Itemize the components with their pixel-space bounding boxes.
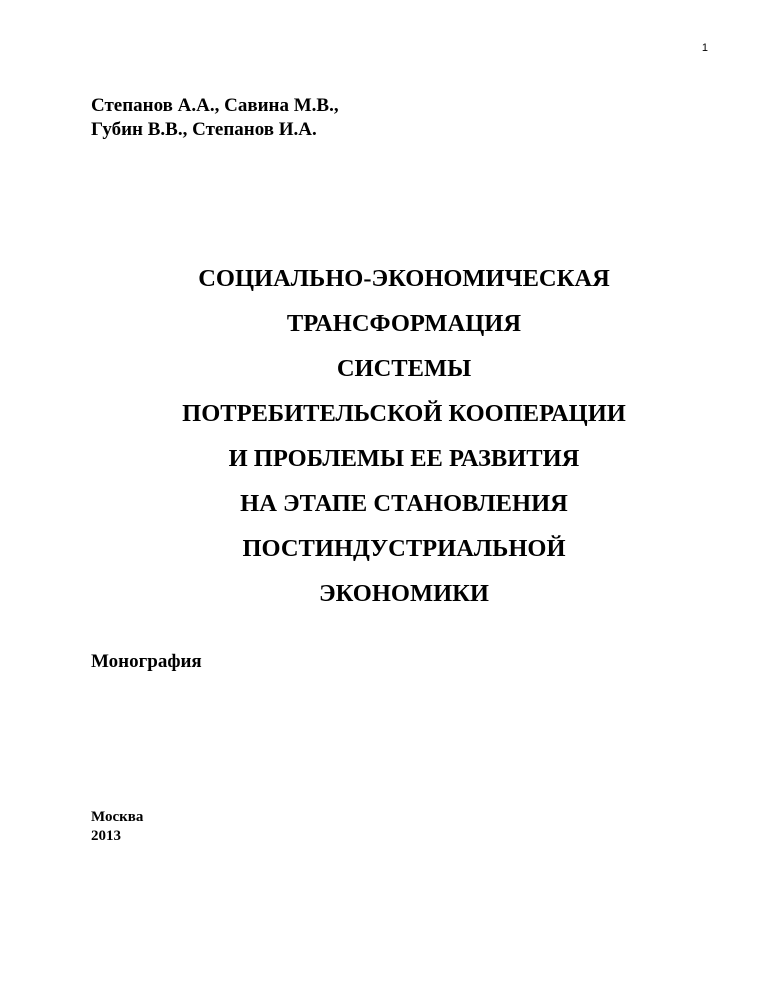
authors-block — [91, 94, 339, 142]
imprint-year: 2013 — [91, 828, 121, 844]
page-number: 1 — [701, 42, 708, 54]
document-genre: Монография — [91, 651, 202, 672]
imprint-city: Москва — [91, 809, 144, 825]
title-line: ПОСТИНДУСТРИАЛЬНОЙ — [242, 535, 566, 562]
title-line: ПОТРЕБИТЕЛЬСКОЙ КООПЕРАЦИИ — [182, 400, 626, 427]
title-line: И ПРОБЛЕМЫ ЕЕ РАЗВИТИЯ — [228, 445, 580, 472]
title-line: НА ЭТАПЕ СТАНОВЛЕНИЯ — [240, 490, 568, 517]
title-line: ТРАНСФОРМАЦИЯ — [286, 310, 522, 337]
title-line: СОЦИАЛЬНО-ЭКОНОМИЧЕСКАЯ — [198, 265, 610, 292]
authors-line: Степанов А.А., Савина М.В., — [91, 95, 339, 116]
title-line: СИСТЕМЫ — [336, 355, 472, 382]
authors-line: Губин В.В., Степанов И.А. — [91, 119, 317, 140]
imprint-block — [91, 808, 143, 846]
title-line: ЭКОНОМИКИ — [319, 580, 489, 607]
document-title — [91, 256, 717, 616]
